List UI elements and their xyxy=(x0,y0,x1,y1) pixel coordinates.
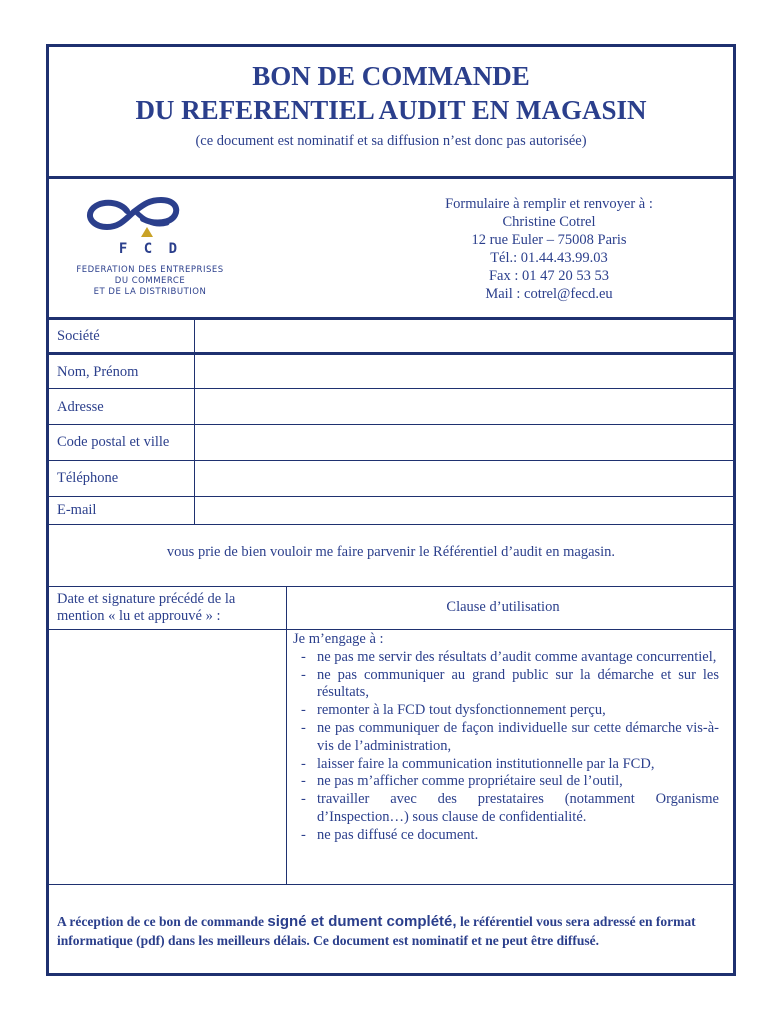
divider xyxy=(49,586,733,587)
footer-text-part1: A réception de ce bon de commande xyxy=(57,914,268,929)
signature-column-divider xyxy=(286,587,287,884)
form-title-line1: BON DE COMMANDE xyxy=(252,61,530,91)
signature-box[interactable] xyxy=(49,630,286,884)
clause-item: - ne pas communiquer de façon individuelle sur cette démarche vis-à-vis de l’administration, xyxy=(293,720,719,756)
clause-item: - ne pas me servir des résultats d’audit comme avantage concurrentiel, xyxy=(293,649,719,667)
clause-item: - ne pas communiquer au grand public sur la démarche et sur les résultats, xyxy=(293,667,719,703)
clause-item: - ne pas m’afficher comme propriétaire seul de l’outil, xyxy=(293,773,719,791)
contact-block xyxy=(379,195,719,303)
footer-text-emphasis: signé et dument complété, xyxy=(267,913,457,930)
nom-prenom-field[interactable] xyxy=(195,355,733,387)
field-label-adresse: Adresse xyxy=(57,399,104,415)
divider xyxy=(49,524,733,525)
telephone-field[interactable] xyxy=(195,461,733,495)
logo-line2: DU COMMERCE xyxy=(114,276,186,286)
adresse-field[interactable] xyxy=(195,389,733,423)
societe-field[interactable] xyxy=(195,320,733,352)
form-title-line2: DU REFERENTIEL AUDIT EN MAGASIN xyxy=(135,95,647,125)
logo-line1: FEDERATION DES ENTREPRISES xyxy=(76,265,224,275)
divider xyxy=(49,176,733,179)
contact-name: Christine Cotrel xyxy=(502,214,596,230)
clause-item: - remonter à la FCD tout dysfonctionnement perçu, xyxy=(293,702,719,720)
clause-item: - travailler avec des prestataires (notamment Organisme d’Inspection…) sous clause de confidentialité. xyxy=(293,791,719,827)
clause-intro: Je m’engage à : xyxy=(293,631,384,647)
divider xyxy=(49,884,733,885)
code-postal-ville-field[interactable] xyxy=(195,425,733,459)
logo-letters: F C D xyxy=(118,241,182,257)
fcd-logo xyxy=(75,195,255,305)
clause-header: Clause d’utilisation xyxy=(446,599,560,615)
contact-phone: Tél.: 01.44.43.99.03 xyxy=(490,250,608,266)
contact-mail: Mail : cotrel@fecd.eu xyxy=(485,286,613,302)
field-label-email: E-mail xyxy=(57,502,97,518)
contact-fax: Fax : 01 47 20 53 53 xyxy=(488,268,610,284)
footer-text-part3: le référentiel vous sera adressé en format informatique (pdf) dans les meilleurs délais. Ce document est nominatif et ne peut être diffusé. xyxy=(57,914,696,948)
contact-instruction: Formulaire à remplir et renvoyer à : xyxy=(445,196,653,212)
order-form-frame xyxy=(46,44,736,976)
field-label-nom: Nom, Prénom xyxy=(57,364,139,380)
request-text: vous prie de bien vouloir me faire parvenir le Référentiel d’audit en magasin. xyxy=(166,544,616,560)
clause-list xyxy=(293,631,719,845)
field-label-telephone: Téléphone xyxy=(57,470,119,486)
field-label-code-postal: Code postal et ville xyxy=(57,434,170,450)
contact-address: 12 rue Euler – 75008 Paris xyxy=(471,232,627,248)
signature-header: Date et signature précédé de la mention « lu et approuvé » : xyxy=(57,591,236,624)
footer-notice xyxy=(57,913,719,950)
clause-item: - laisser faire la communication institutionnelle par la FCD, xyxy=(293,756,719,774)
field-label-societe: Société xyxy=(57,328,100,344)
logo-line3: ET DE LA DISTRIBUTION xyxy=(93,287,207,297)
form-subtitle: (ce document est nominatif et sa diffusion n’est donc pas autorisée) xyxy=(195,133,587,149)
email-field[interactable] xyxy=(195,497,733,524)
clause-item: - ne pas diffusé ce document. xyxy=(293,827,719,845)
